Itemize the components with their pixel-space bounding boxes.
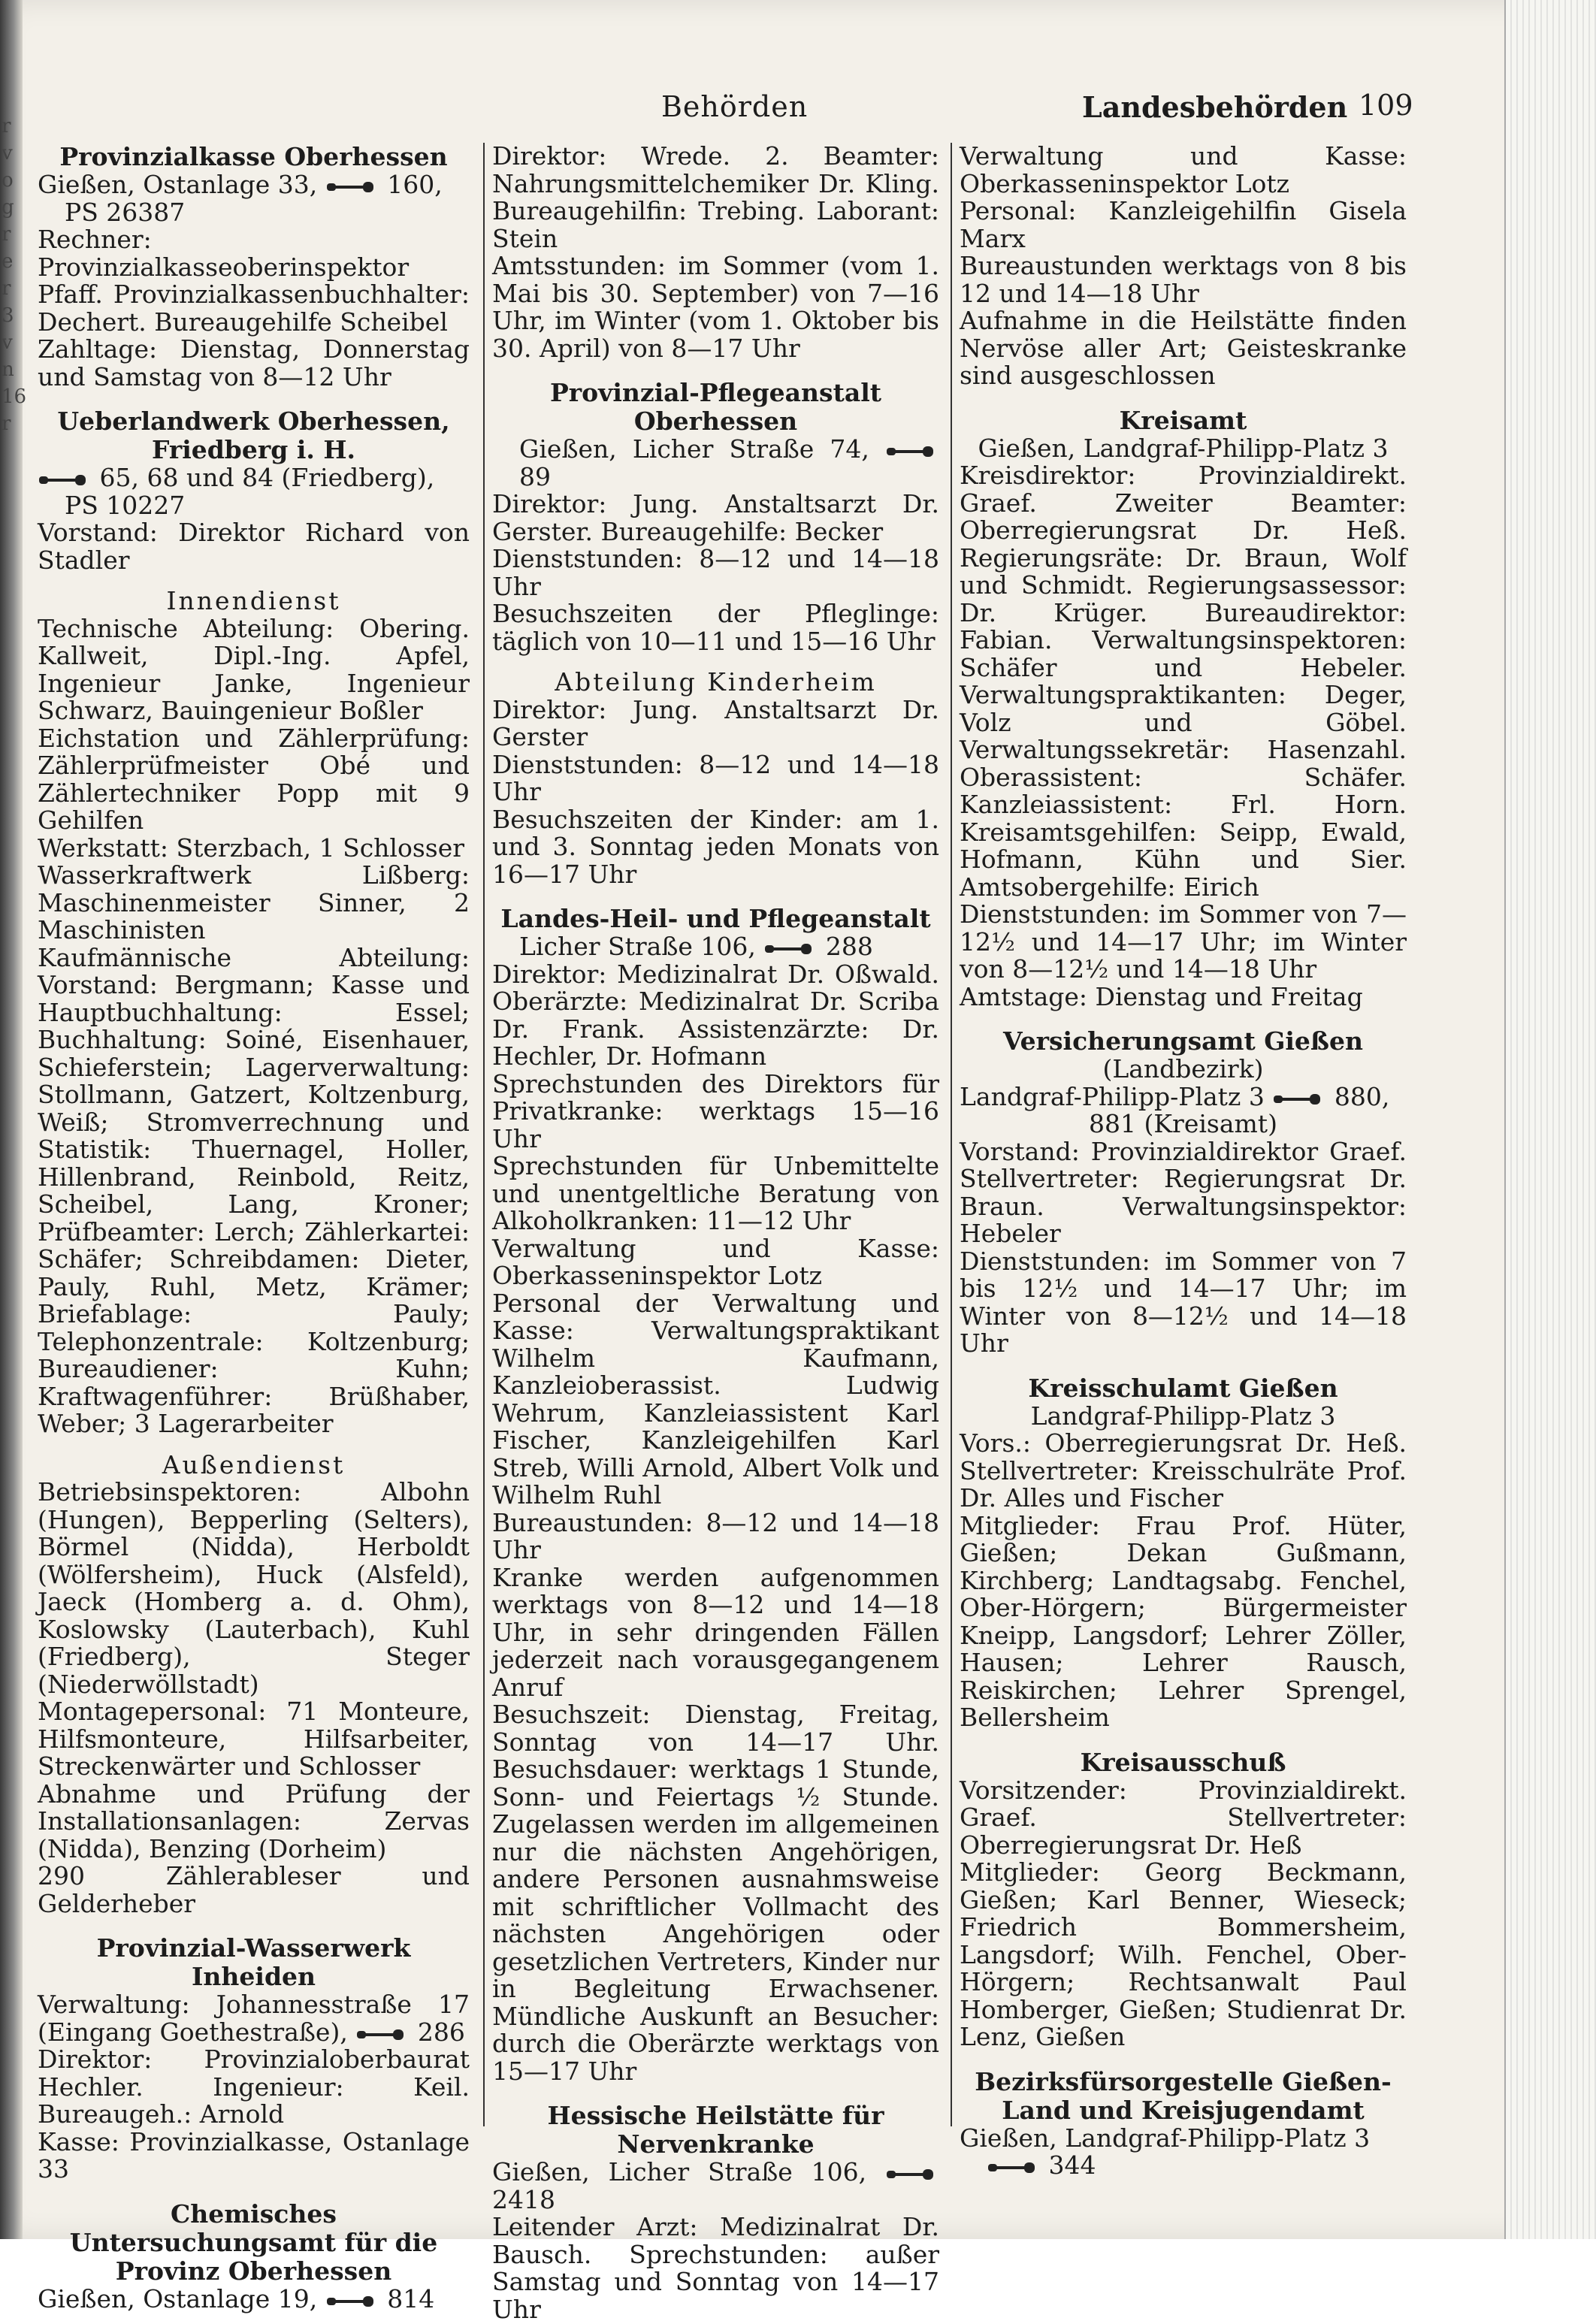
entry-line: Sprechstunden des Direktors für Privatkranke: werktags 15—16 Uhr xyxy=(492,1068,939,1153)
subheading: Innendienst xyxy=(166,586,341,615)
entry-line: Wasserkraftwerk Lißberg: Maschinenmeister Sinner, 2 Maschinisten xyxy=(38,860,470,944)
phone-number: 89 xyxy=(519,461,551,491)
entry-line: Bureaustunden: 8—12 und 14—18 Uhr xyxy=(492,1507,939,1564)
entry-line: Dienststunden: 8—12 und 14—18 Uhr xyxy=(492,544,939,601)
entry-line: Bureaustunden werktags von 8 bis 12 und 14—18 Uhr xyxy=(960,251,1407,308)
entry-line: Direktor: Jung. Anstaltsarzt Dr. Gerster. Bureaugehilfe: Becker xyxy=(492,489,939,546)
column-3 xyxy=(960,143,1407,2180)
heading: Landes-Heil- und Pflegeanstalt xyxy=(500,904,931,933)
margin-mark: r xyxy=(2,413,11,435)
phone-number: 288 xyxy=(825,932,873,961)
entry-text: Gießen, Ostanlage 33, xyxy=(38,170,318,199)
margin-mark: 3 xyxy=(2,304,14,327)
heading: Versicherungsamt Gießen xyxy=(1003,1026,1363,1056)
telephone-icon xyxy=(325,2293,379,2308)
entry-line xyxy=(492,436,939,491)
entry-line: Besuchszeiten der Pfleglinge: täglich von 10—11 und 15—16 Uhr xyxy=(492,599,939,656)
entry-line: Gießen, Landgraf-Philipp-Platz 3 xyxy=(978,433,1389,463)
entry-line: Technische Abteilung: Obering. Kallweit, Dipl.-Ing. Apfel, Ingenieur Janke, Ingenieur Schwarz, Bauingenieur Boßler xyxy=(38,613,470,725)
heading: Provinzial-Pflegeanstalt Oberhessen xyxy=(549,378,882,436)
entry-line: Besuchszeiten der Kinder: am 1. und 3. Sonntag jeden Monats von 16—17 Uhr xyxy=(492,804,939,889)
heading: Chemisches Untersuchungsamt für die Provinz Oberhessen xyxy=(69,2199,438,2286)
entry-line: Mitglieder: Frau Prof. Hüter, Gießen; Dekan Gußmann, Kirchberg; Landtagsabg. Fenchel, Ober-Hörgern; Bürgermeister Kneipp, Langsdorf; Lehrer Zöller, Hausen; Lehrer Rausch, Reiskirchen; Lehrer Sprengel, Bellersheim xyxy=(960,1510,1407,1732)
entry-line xyxy=(492,2159,939,2214)
entry-text: Gießen, Landgraf-Philipp-Platz 3 xyxy=(960,2123,1371,2153)
phone-number: 65, 68 und 84 (Friedberg), xyxy=(99,463,435,492)
heading: Hessische Heilstätte für Nervenkranke xyxy=(547,2101,884,2159)
entry-line: Kaufmännische Abteilung: Vorstand: Bergmann; Kasse und Hauptbuchhaltung: Essel; Buchhaltung: Soiné, Eisenhauer, Schieferstein; Lagerverwaltung: Stollmann, Gatzert, Koltzenburg, Weiß; Stromverrechnung und Statistik: Thuernagel, Holler, Hillenbrand, Reinbold, Reitz, Scheibel, Lang, Kroner; Prüfbeamter: Lerch; Zählerkartei: Schäfer; Schreibdamen: Dieter, Pauly, Ruhl, Metz, Krämer; Briefablage: Pauly; Telephonzentrale: Koltzenburg; Bureaudiener: Kuhn; Kraftwagenführer: Brüßhaber, Weber; 3 Lagerarbeiter xyxy=(38,942,470,1438)
entry-line xyxy=(960,1083,1407,1111)
margin-mark: g xyxy=(2,196,14,219)
heading: Ueberlandwerk Oberhessen, Friedberg i. H. xyxy=(57,406,450,464)
entry-line: Betriebsinspektoren: Albohn (Hungen), Bepperling (Selters), Börmel (Nidda), Herboldt (Wölfersheim), Huck (Alsfeld), Jaeck (Homberg a. d. Ohm), Koslowsky (Lauterbach), Kuhl (Friedberg), Steger (Niederwöllstadt) xyxy=(38,1477,470,1699)
margin-mark: 16 xyxy=(2,385,27,408)
subheading: (Landbezirk) xyxy=(1102,1054,1264,1083)
entry-line xyxy=(38,2283,470,2313)
telephone-icon xyxy=(763,941,818,956)
entry-line: Rechner: Provinzialkasseoberinspektor Pfaff. Provinzialkassenbuchhalter: Dechert. Bureaugehilfe Scheibel xyxy=(38,225,470,337)
entry-line xyxy=(492,933,939,961)
subheading: Abteilung Kinderheim xyxy=(555,667,877,697)
heading: Bezirksfürsorgestelle Gießen-Land und Kreisjugendamt xyxy=(975,2066,1392,2125)
entry-text: Landgraf-Philipp-Platz 3 xyxy=(960,1081,1265,1111)
entry-line xyxy=(960,2125,1407,2153)
margin-mark: o xyxy=(2,169,14,192)
entry-line: Amtsstunden: im Sommer (vom 1. Mai bis 30. September) von 7—16 Uhr, im Winter (vom 1. Oktober bis 30. April) von 8—17 Uhr xyxy=(492,251,939,363)
entry-line: 290 Zählerableser und Gelderheber xyxy=(38,1861,470,1918)
telephone-icon xyxy=(1272,1091,1326,1106)
running-head-right: Landesbehörden xyxy=(1082,90,1348,124)
entry-line: Personal: Kanzleigehilfin Gisela Marx xyxy=(960,196,1407,253)
phone-number: 814 xyxy=(387,2283,435,2313)
entry-line: Kasse: Provinzialkasse, Ostanlage 33 xyxy=(38,2126,470,2183)
margin-mark: r xyxy=(2,115,11,138)
heading: Provinzial-Wasserwerk Inheiden xyxy=(96,1933,411,1991)
entry-line: Kranke werden aufgenommen werktags von 8—12 und 14—18 Uhr, in sehr dringenden Fällen jederzeit nach vorausgegangenem Anruf xyxy=(492,1562,939,1702)
entry-line: Aufnahme in die Heilstätte finden Nervöse aller Art; Geisteskranke sind ausgeschlossen xyxy=(960,306,1407,390)
phone-number: 2418 xyxy=(492,2184,555,2214)
entry-line: Eichstation und Zählerprüfung: Zählerprüfmeister Obé und Zählertechniker Popp mit 9 Gehilfen xyxy=(38,723,470,835)
entry-line: 881 (Kreisamt) xyxy=(1089,1109,1277,1138)
entry-text: Gießen, Licher Straße 74, xyxy=(519,434,869,464)
column-rule-1 xyxy=(483,143,485,2126)
entry-line: Abnahme und Prüfung der Installationsanlagen: Zervas (Nidda), Benzing (Dorheim) xyxy=(38,1779,470,1863)
telephone-icon xyxy=(987,2159,1041,2174)
subheading: Außendienst xyxy=(162,1449,346,1479)
entry-text: Licher Straße 106, xyxy=(519,932,756,961)
margin-marks xyxy=(2,113,27,437)
heading: Kreisausschuß xyxy=(1080,1747,1286,1777)
running-head-left: Behörden xyxy=(661,90,809,123)
entry-line: Werkstatt: Sterzbach, 1 Schlosser xyxy=(38,833,465,863)
entry-line: Landgraf-Philipp-Platz 3 xyxy=(1030,1401,1336,1431)
telephone-icon xyxy=(885,2166,939,2181)
entry-line: Direktor: Medizinalrat Dr. Oßwald. Oberärzte: Medizinalrat Dr. Scriba Dr. Frank. Assistenzärzte: Dr. Hechler, Dr. Hofmann xyxy=(492,959,939,1071)
entry-line: Besuchszeit: Dienstag, Freitag, Sonntag von 14—17 Uhr. Besuchsdauer: werktags 1 Stunde, Sonn- und Feiertags ½ Stunde. Zugelassen werden im allgemeinen nur die nächsten Angehörigen, andere Personen ausnahmsweise mit schriftlicher Vollmacht des nächsten Angehörigen oder gesetzlichen Vertreters, Kinder nur in Begleitung Erwachsener. Mündliche Auskunft an Besucher: durch die Oberärzte werktags von 15—17 Uhr xyxy=(492,1700,939,2086)
entry-line: Vorstand: Direktor Richard von Stadler xyxy=(38,518,470,575)
entry-line: Amtstage: Dienstag und Freitag xyxy=(960,981,1363,1011)
entry-text: Gießen, Ostanlage 19, xyxy=(38,2283,318,2313)
margin-mark: r xyxy=(2,223,11,246)
heading: Kreisschulamt Gießen xyxy=(1028,1373,1338,1403)
entry-line: Dienststunden: im Sommer von 7—12½ und 14—17 Uhr; im Winter von 8—12½ und 14—18 Uhr xyxy=(960,899,1407,984)
heading: Provinzialkasse Oberhessen xyxy=(59,142,448,171)
entry-line: Sprechstunden für Unbemittelte und unentgeltliche Beratung von Alkoholkranken: 11—12 Uhr xyxy=(492,1151,939,1235)
entry-line: PS 10227 xyxy=(65,490,186,520)
phone-number: 286 xyxy=(417,2017,465,2047)
entry-line: Vorsitzender: Provinzialdirekt. Graef. Stellvertreter: Oberregierungsrat Dr. Heß xyxy=(960,1775,1407,1860)
phone-number: 344 xyxy=(1048,2150,1096,2180)
entry-line xyxy=(38,171,470,199)
column-1 xyxy=(38,143,470,2313)
entry-line: Direktor: Provinzialoberbaurat Hechler. Ingenieur: Keil. Bureaugeh.: Arnold xyxy=(38,2044,470,2129)
entry-line: Zahltage: Dienstag, Donnerstag und Samstag von 8—12 Uhr xyxy=(38,334,470,391)
telephone-icon xyxy=(355,2026,410,2041)
column-rule-2 xyxy=(951,143,952,2126)
entry-line: Kreisdirektor: Provinzialdirekt. Graef. Zweiter Beamter: Oberregierungsrat Dr. Heß. Regierungsräte: Dr. Braun, Wolf und Schmidt. Regierungsassessor: Dr. Krüger. Bureaudirektor: Fabian. Verwaltungsinspektoren: Schäfer und Hebeler. Verwaltungspraktikanten: Deger, Volz und Göbel. Verwaltungssekretär: Hasenzahl. Oberassistent: Schäfer. Kanzleiassistent: Frl. Horn. Kreisamtsgehilfen: Seipp, Ewald, Hofmann, Kühn und Sier. Amtsobergehilfe: Eirich xyxy=(960,461,1407,902)
heading: Kreisamt xyxy=(1119,405,1247,435)
entry-text: Gießen, Licher Straße 106, xyxy=(492,2157,867,2186)
entry-line: Leitender Arzt: Medizinalrat Dr. Bausch. Sprechstunden: außer Samstag und Sonntag von 14—17 Uhr xyxy=(492,2212,939,2324)
entry-line: Verwaltung und Kasse: Oberkasseninspektor Lotz xyxy=(492,1233,939,1290)
entry-line: Direktor: Wrede. 2. Beamter: Nahrungsmittelchemiker Dr. Kling. Bureaugehilfin: Trebing. Laborant: Stein xyxy=(492,141,939,253)
entry-line: Mitglieder: Georg Beckmann, Gießen; Karl Benner, Wieseck; Friedrich Bommersheim, Langsdorf; Wilh. Fenchel, Ober-Hörgern; Rechtsanwalt Paul Homberger, Gießen; Studienrat Dr. Lenz, Gießen xyxy=(960,1857,1407,2051)
entry-line: Vorstand: Provinzialdirektor Graef. Stellvertreter: Regierungsrat Dr. Braun. Verwaltungsinspektor: Hebeler xyxy=(960,1136,1407,1248)
entry-line xyxy=(960,2152,1407,2180)
entry-line: Montagepersonal: 71 Monteure, Hilfsmonteure, Hilfsarbeiter, Streckenwärter und Schlosser xyxy=(38,1697,470,1781)
telephone-icon xyxy=(38,472,92,487)
entry-line: Personal der Verwaltung und Kasse: Verwaltungspraktikant Wilhelm Kaufmann, Kanzleioberassist. Ludwig Wehrum, Kanzleiassistent Karl Fischer, Kanzleigehilfen Karl Streb, Willi Arnold, Albert Volk und Wilhelm Ruhl xyxy=(492,1288,939,1510)
entry-line: Vors.: Oberregierungsrat Dr. Heß. Stellvertreter: Kreisschulräte Prof. Dr. Alles und Fischer xyxy=(960,1428,1407,1513)
margin-mark: v xyxy=(2,142,13,165)
telephone-icon xyxy=(885,443,939,458)
margin-mark: v xyxy=(2,331,13,354)
entry-line xyxy=(38,1991,470,2046)
entry-line xyxy=(38,464,470,492)
entry-line: Dienststunden: im Sommer von 7 bis 12½ und 14—17 Uhr; im Winter von 8—12½ und 14—18 Uhr xyxy=(960,1246,1407,1358)
entry-line: Dienststunden: 8—12 und 14—18 Uhr xyxy=(492,749,939,806)
telephone-icon xyxy=(325,179,379,194)
entry-text: Verwaltung: Johannesstraße 17 (Eingang Goethestraße), xyxy=(38,1990,470,2047)
page-number: 109 xyxy=(1359,89,1413,122)
entry-line: PS 26387 xyxy=(65,197,186,227)
entry-line: Verwaltung und Kasse: Oberkasseninspektor Lotz xyxy=(960,141,1407,198)
margin-mark: r xyxy=(2,277,11,300)
column-2 xyxy=(492,143,939,2323)
margin-mark: n xyxy=(2,358,14,381)
margin-mark: e xyxy=(2,250,14,273)
entry-line: Direktor: Jung. Anstaltsarzt Dr. Gerster xyxy=(492,694,939,751)
page-edge xyxy=(1504,0,1596,2239)
phone-number: 160, xyxy=(387,170,443,199)
phone-number: 880, xyxy=(1334,1081,1390,1111)
